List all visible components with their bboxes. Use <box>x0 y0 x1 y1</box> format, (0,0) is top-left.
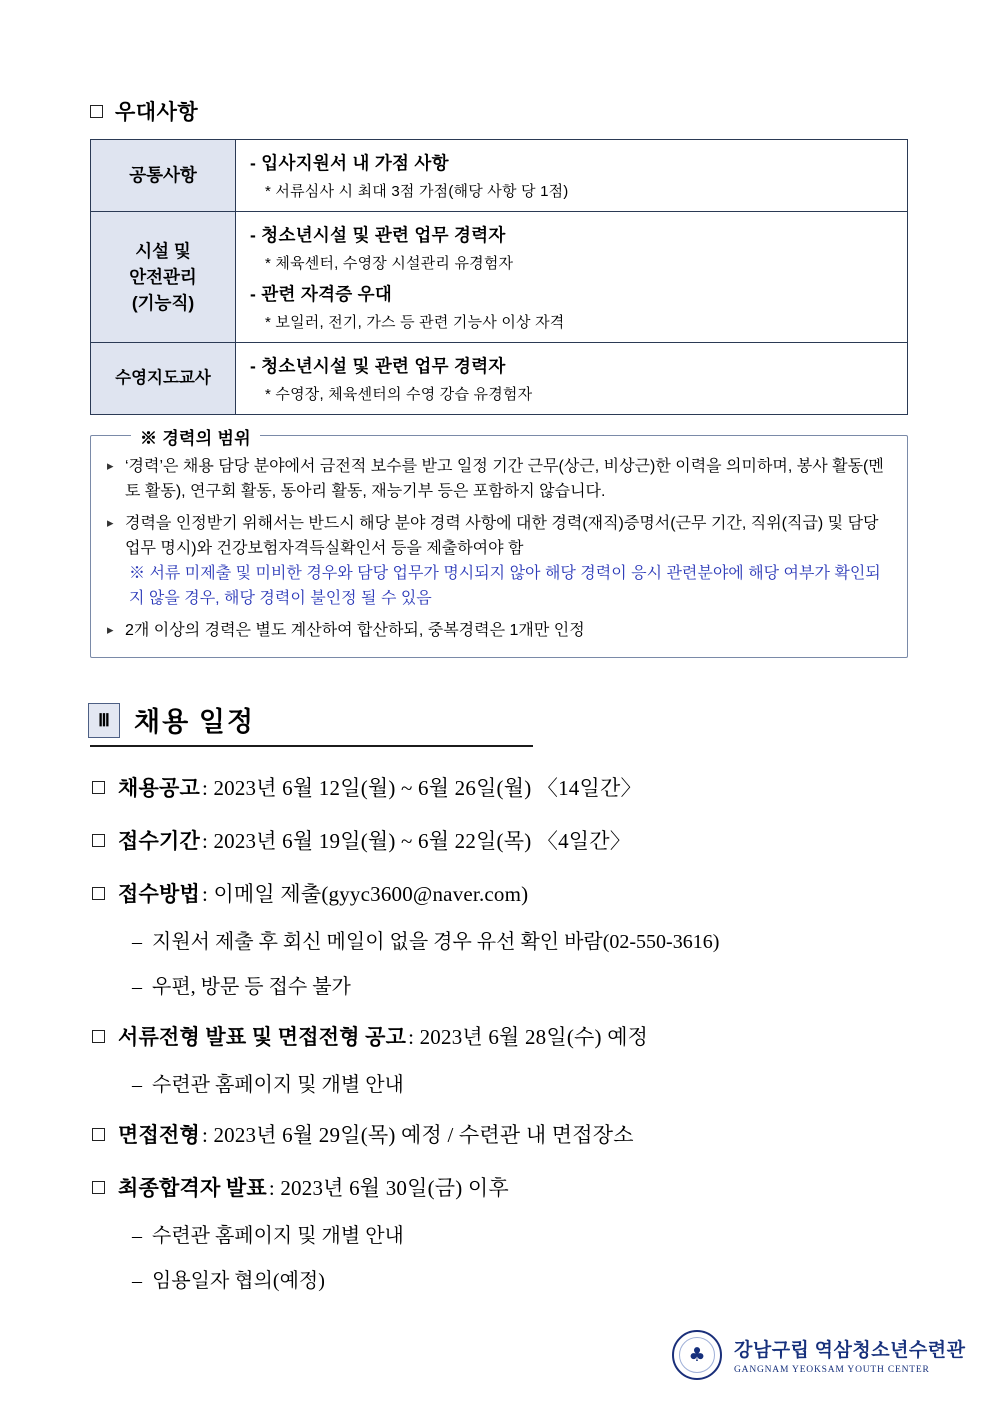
footer-logo <box>672 1330 966 1380</box>
row-label-common: 공통사항 <box>91 140 236 212</box>
list-item-sub <box>132 1068 932 1097</box>
row-line-small: * 체육센터, 수영장 시설관리 유경험자 <box>265 255 514 272</box>
checkbox-square-icon <box>92 1030 105 1043</box>
schedule-value: : 2023년 6월 29일(목) 예정 / 수련관 내 면접장소 <box>201 1123 634 1147</box>
row-line-bold: - 입사지원서 내 가점 사항 <box>250 153 449 173</box>
checkbox-square-icon <box>90 105 103 118</box>
row-line-small: * 수영장, 체육센터의 수영 강습 유경험자 <box>265 386 533 403</box>
row-line-small: * 서류심사 시 최대 3점 가점(해당 사항 당 1점) <box>265 183 569 200</box>
row-line-small: * 보일러, 전기, 가스 등 관련 기능사 이상 자격 <box>265 314 565 331</box>
list-item-sub <box>132 970 932 999</box>
row-line-bold: - 청소년시설 및 관련 업무 경력자 <box>250 225 506 245</box>
schedule-key: 접수방법 <box>118 882 200 906</box>
list-item <box>92 878 932 908</box>
row-label-facility: 시설 및 안전관리 (기능직) <box>91 212 236 343</box>
checkbox-square-icon <box>92 1128 105 1141</box>
schedule-value: : 이메일 제출(gyyc3600@naver.com) <box>201 882 529 906</box>
schedule-key: 최종합격자 발표 <box>118 1176 267 1200</box>
row-body-common <box>236 140 908 212</box>
checkbox-square-icon <box>92 781 105 794</box>
list-item <box>92 1172 932 1202</box>
schedule-value: : 2023년 6월 12일(월) ~ 6월 26일(월) 〈14일간〉 <box>201 776 642 800</box>
organization-name-en: GANGNAM YEOKSAM YOUTH CENTER <box>734 1365 930 1375</box>
preference-heading-label: 우대사항 <box>115 100 199 124</box>
schedule-sub-text: 수련관 홈페이지 및 개별 안내 <box>152 1225 404 1247</box>
row-label-swim: 수영지도교사 <box>91 343 236 415</box>
schedule-sub-text: 수련관 홈페이지 및 개별 안내 <box>152 1074 404 1096</box>
preference-section <box>90 96 908 658</box>
logo-glyph: ♣ <box>679 1337 715 1373</box>
list-item-sub <box>132 925 932 954</box>
list-item <box>107 454 891 505</box>
section-heading <box>88 700 918 741</box>
checkbox-square-icon <box>92 1181 105 1194</box>
list-item <box>107 618 891 643</box>
career-note-legend: ※ 경력의 범위 <box>131 424 260 449</box>
table-row <box>91 140 908 212</box>
dash-icon: – <box>132 976 142 998</box>
list-item <box>92 772 932 802</box>
schedule-sub-text: 지원서 제출 후 회신 메일이 없을 경우 유선 확인 바람(02-550-3616) <box>152 931 720 953</box>
youth-center-logo-icon <box>672 1330 722 1380</box>
section-underline <box>90 745 533 747</box>
schedule-key: 채용공고 <box>118 776 200 800</box>
table-row <box>91 212 908 343</box>
dash-icon: – <box>132 1270 142 1292</box>
preference-table <box>90 139 908 415</box>
checkbox-square-icon <box>92 834 105 847</box>
table-row <box>91 343 908 415</box>
row-body-facility <box>236 212 908 343</box>
career-note-item-2: 경력을 인정받기 위해서는 반드시 해당 분야 경력 사항에 대한 경력(재직)증명서(근무 기간, 직위(직급) 및 담당 업무 명시)와 건강보험자격득실확인서 등을 제출하여야 함 <box>125 514 879 557</box>
list-item <box>92 1119 932 1149</box>
list-item-sub <box>132 1219 932 1248</box>
schedule-key: 접수기간 <box>118 829 200 853</box>
schedule-value: : 2023년 6월 30일(금) 이후 <box>268 1176 509 1200</box>
row-line-bold: - 관련 자격증 우대 <box>250 284 393 304</box>
career-note-box <box>90 429 908 658</box>
section-number-badge: Ⅲ <box>88 703 120 738</box>
schedule-value: : 2023년 6월 28일(수) 예정 <box>408 1025 649 1049</box>
bullet-icon: ▸ <box>107 621 114 637</box>
schedule-sub-text: 임용일자 협의(예정) <box>152 1270 325 1292</box>
list-item <box>92 825 932 855</box>
list-item-sub <box>132 1264 932 1293</box>
dash-icon: – <box>132 1225 142 1247</box>
dash-icon: – <box>132 1074 142 1096</box>
career-note-item-1: ‘경력’은 채용 담당 분야에서 금전적 보수를 받고 일정 기간 근무(상근, 비상근)한 이력을 의미하며, 봉사 활동(멘토 활동), 연구회 활동, 동아리 활동, 재능기부 등은 포함하지 않습니다. <box>125 458 884 501</box>
checkbox-square-icon <box>92 887 105 900</box>
row-body-swim <box>236 343 908 415</box>
career-note-blue-warning: ※ 서류 미제출 및 미비한 경우와 담당 업무가 명시되지 않아 해당 경력이 응시 관련분야에 해당 여부가 확인되지 않을 경우, 해당 경력이 불인정 될 수 있음 <box>129 565 881 608</box>
schedule-key: 면접전형 <box>118 1123 200 1147</box>
career-note-item-3: 2개 이상의 경력은 별도 계산하여 합산하되, 중복경력은 1개만 인정 <box>125 621 585 639</box>
row-line-bold: - 청소년시설 및 관련 업무 경력자 <box>250 356 506 376</box>
dash-icon: – <box>132 931 142 953</box>
schedule-sub-text: 우편, 방문 등 접수 불가 <box>152 976 351 998</box>
list-item <box>92 1021 932 1051</box>
preference-heading <box>90 96 908 126</box>
section-title: 채용 일정 <box>134 707 256 737</box>
schedule-key: 서류전형 발표 및 면접전형 공고 <box>118 1025 407 1049</box>
organization-name-kr: 강남구립 역삼청소년수련관 <box>734 1340 966 1361</box>
section-recruit-schedule <box>88 700 918 747</box>
bullet-icon: ▸ <box>107 514 114 530</box>
schedule-list <box>92 772 932 1315</box>
bullet-icon: ▸ <box>107 458 114 473</box>
schedule-value: : 2023년 6월 19일(월) ~ 6월 22일(목) 〈4일간〉 <box>201 829 631 853</box>
list-item <box>107 511 891 612</box>
